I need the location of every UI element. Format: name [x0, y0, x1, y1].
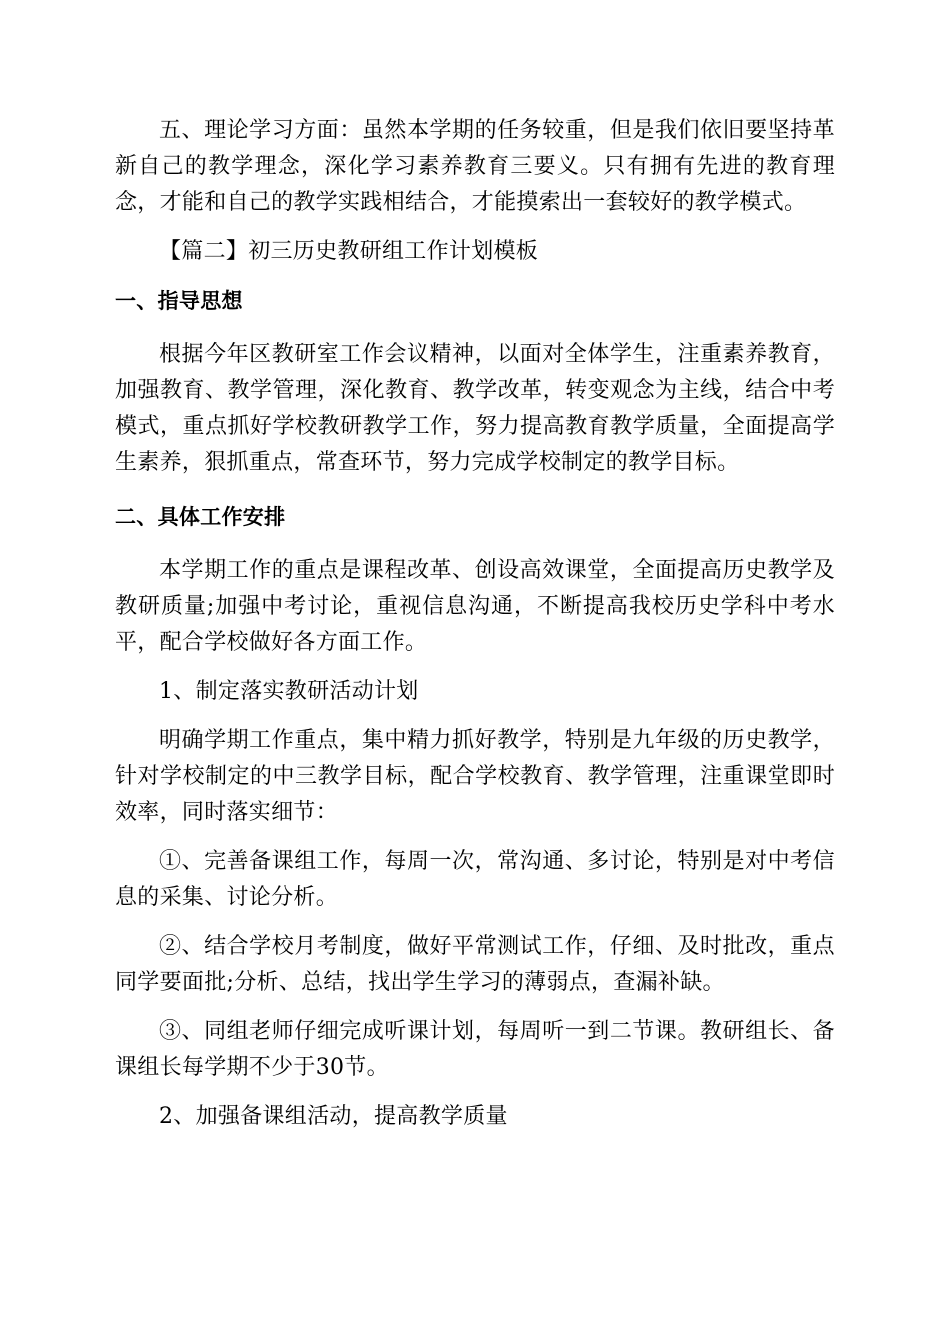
section-title-part-two: 【篇二】初三历史教研组工作计划模板: [159, 239, 539, 264]
list-item-circle-2: ②、结合学校月考制度，做好平常测试工作，仔细、及时批改，重点同学要面批;分析、总结，找出学生学习的薄弱点，查漏补缺。: [115, 934, 835, 995]
list-item-2-prep-group: 2、加强备课组活动，提高教学质量: [159, 1104, 508, 1129]
paragraph-work-focus: 明确学期工作重点，集中精力抓好教学，特别是九年级的历史教学，针对学校制定的中三教学目标，配合学校教育、教学管理，注重课堂即时效率，同时落实细节：: [115, 728, 835, 825]
heading-guiding-ideology: 一、指导思想: [115, 289, 243, 313]
heading-work-arrangement: 二、具体工作安排: [115, 505, 286, 529]
paragraph-theory-study: 五、理论学习方面：虽然本学期的任务较重，但是我们依旧要坚持革新自己的教学理念，深化学习素养教育三要义。只有拥有先进的教育理念，才能和自己的教学实践相结合，才能摸索出一套较好的教学模式。: [115, 118, 835, 215]
document-body: [115, 113, 835, 1135]
paragraph-semester-focus: 本学期工作的重点是课程改革、创设高效课堂，全面提高历史教学及教研质量;加强中考讨论，重视信息沟通，不断提高我校历史学科中考水平，配合学校做好各方面工作。: [115, 558, 835, 655]
list-item-1-plan: 1、制定落实教研活动计划: [159, 679, 419, 704]
paragraph-guiding-ideology: 根据今年区教研室工作会议精神，以面对全体学生，注重素养教育，加强教育、教学管理，深化教育、教学改革，转变观念为主线，结合中考模式，重点抓好学校教研教学工作，努力提高教育教学质量，全面提高学生素养，狠抓重点，常查环节，努力完成学校制定的教学目标。: [115, 342, 835, 475]
list-item-circle-3: ③、同组老师仔细完成听课计划，每周听一到二节课。教研组长、备课组长每学期不少于30节。: [115, 1019, 835, 1080]
list-item-circle-1: ①、完善备课组工作，每周一次，常沟通、多讨论，特别是对中考信息的采集、讨论分析。: [115, 849, 835, 910]
